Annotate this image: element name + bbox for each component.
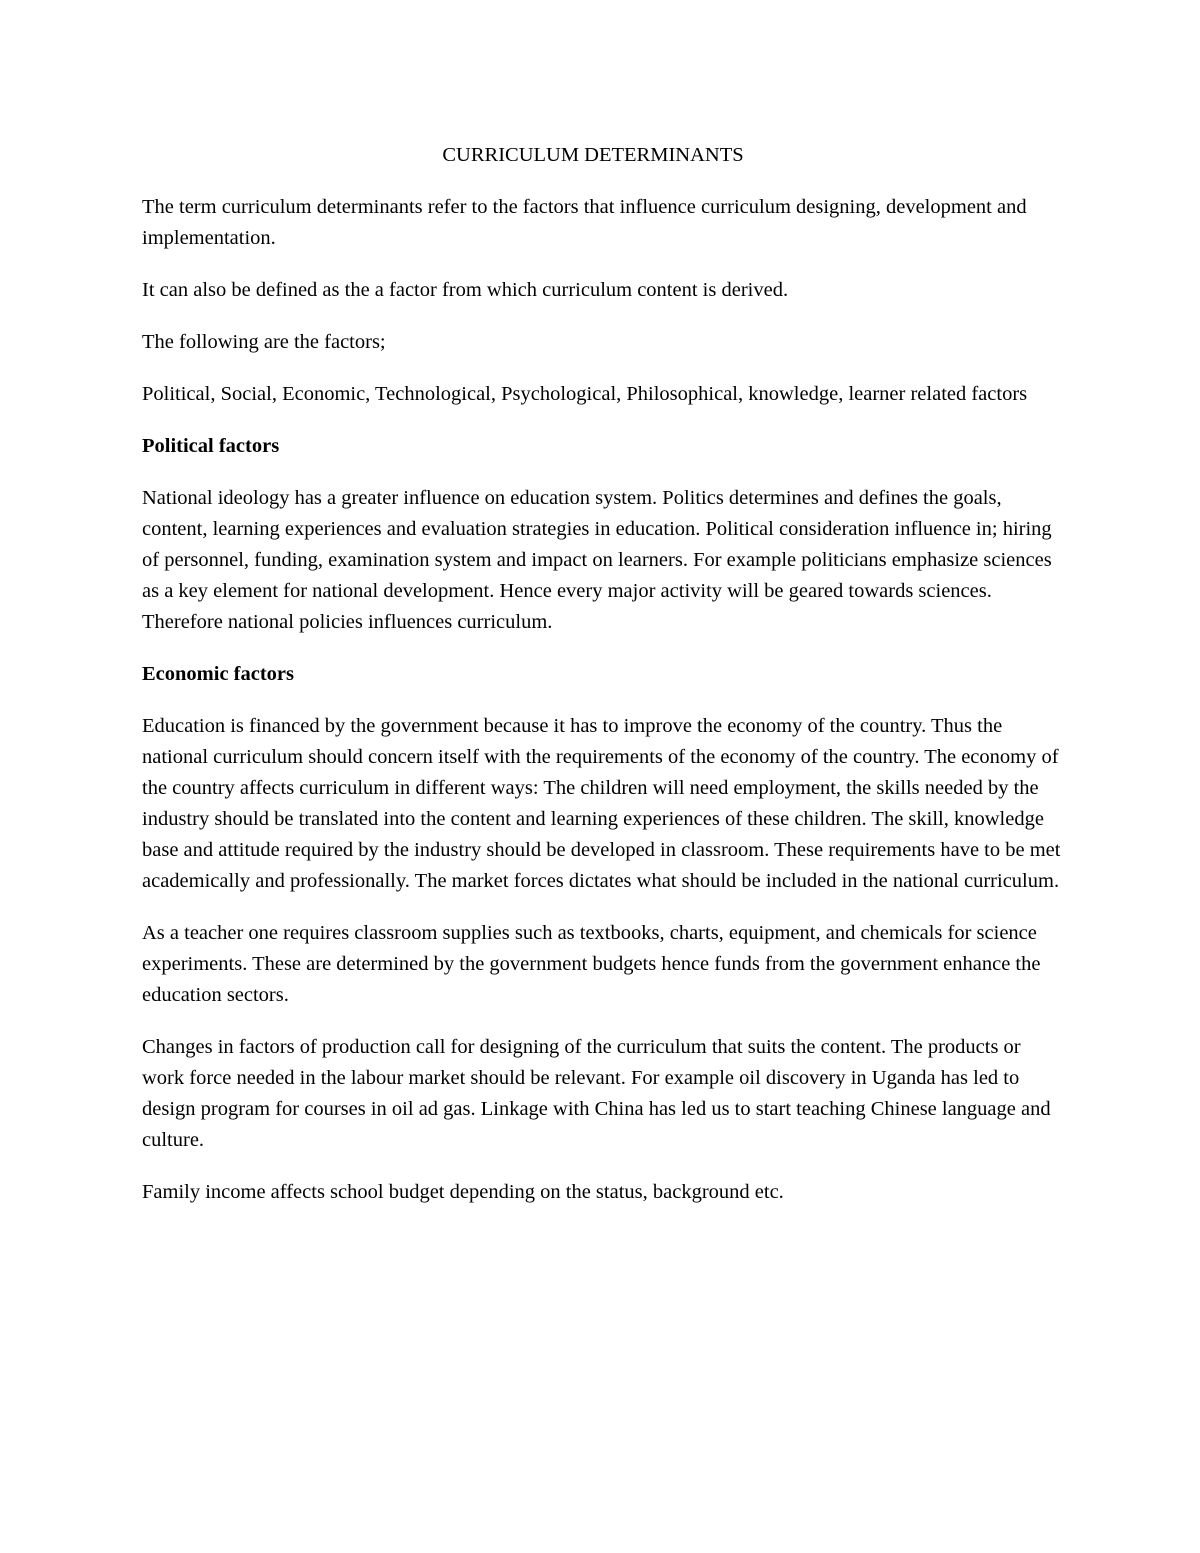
economic-factors-paragraph-family-income: Family income affects school budget depending on the status, background etc. bbox=[142, 1181, 784, 1203]
economic-factors-paragraph-financing: Education is financed by the government because it has to improve the economy of the country. Thus the national curriculum should concern itself with the requirements of the economy of the country. The economy of the country affects curriculum in different ways: The children will need employment, the skills needed by the industry should be translated into the content and learning experiences of these children. The skill, knowledge base and attitude required by the industry should be developed in classroom. These requirements have to be met academically and professionally. The market forces dictates what should be included in the national curriculum. bbox=[142, 715, 1061, 892]
economic-factors-paragraph-production: Changes in factors of production call for designing of the curriculum that suits the content. The products or work force needed in the labour market should be relevant. For example oil discovery in Uganda has led to design program for courses in oil ad gas. Linkage with China has led us to start teaching Chinese language and culture. bbox=[142, 1036, 1051, 1151]
intro-paragraph-definition: The term curriculum determinants refer to the factors that influence curriculum designing, development and implementation. bbox=[142, 196, 1027, 249]
document-body bbox=[142, 140, 1062, 1229]
economic-factors-paragraph-supplies: As a teacher one requires classroom supplies such as textbooks, charts, equipment, and chemicals for science experiments. These are determined by the government budgets hence funds from the government enhance the education sectors. bbox=[142, 922, 1041, 1006]
economic-factors-heading: Economic factors bbox=[142, 663, 294, 685]
political-factors-heading: Political factors bbox=[142, 435, 280, 457]
intro-paragraph-alternate-definition: It can also be defined as the a factor from which curriculum content is derived. bbox=[142, 279, 789, 301]
political-factors-paragraph: National ideology has a greater influence on education system. Politics determines and defines the goals, content, learning experiences and evaluation strategies in education. Political consideration influence in; hiring of personnel, funding, examination system and impact on learners. For example politicians emphasize sciences as a key element for national development. Hence every major activity will be geared towards sciences. Therefore national policies influences curriculum. bbox=[142, 487, 1052, 633]
intro-paragraph-factors-lead: The following are the factors; bbox=[142, 331, 386, 353]
document-title: CURRICULUM DETERMINANTS bbox=[442, 144, 744, 166]
intro-paragraph-factors-list: Political, Social, Economic, Technological, Psychological, Philosophical, knowledge, learner related factors bbox=[142, 383, 1028, 405]
